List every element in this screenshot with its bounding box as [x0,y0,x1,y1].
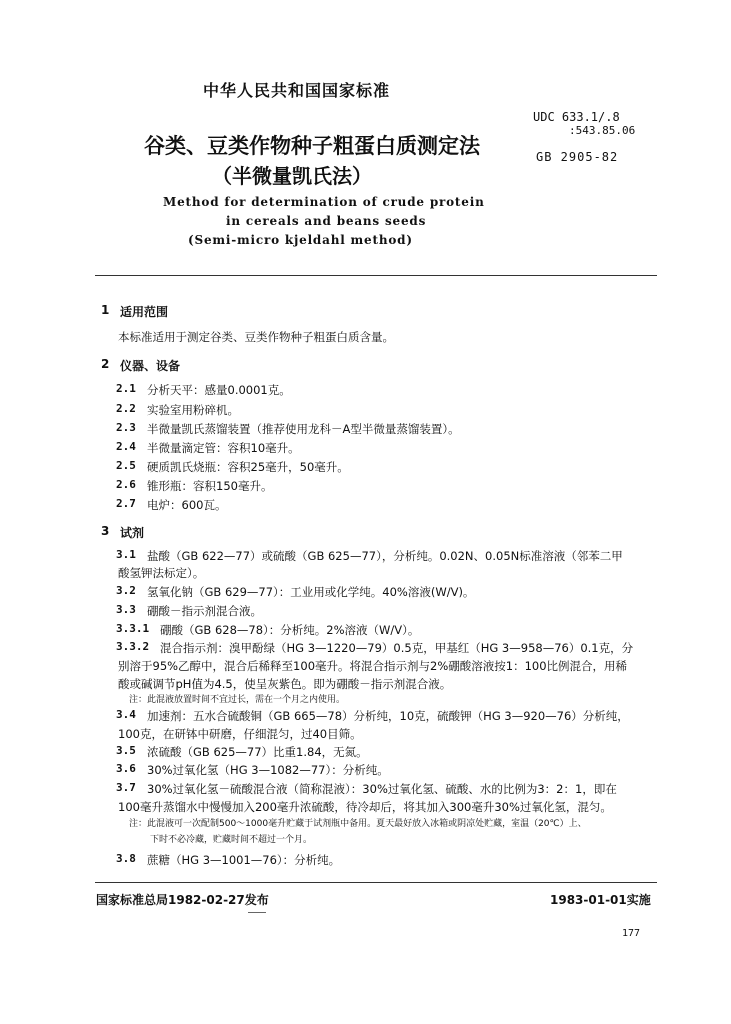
item-text-continued: 酸氢钾法标定）。 [118,566,205,580]
item-text-continued: 酸或碱调节pH值为4.5，使呈灰紫色。即为硼酸－指示剂混合液。 [118,677,452,691]
item-text: 半微量凯氏蒸馏装置（推荐使用龙科－A型半微量蒸馏装置）。 [147,422,460,436]
item-number: 2.7 [116,497,136,510]
item-text: 硼酸（GB 628—78）：分析纯。2%溶液（W/V）。 [160,623,420,637]
section-1-title: 适用范围 [120,305,169,319]
item-text: 实验室用粉碎机。 [147,403,239,417]
item-text: 半微量滴定管：容积10毫升。 [147,441,300,455]
item-text-continued: 100毫升蒸馏水中慢慢加入200毫升浓硫酸，待冷却后，将其加入300毫升30%过氧化氢，混匀。 [118,800,612,814]
item-text: 盐酸（GB 622—77）或硫酸（GB 625—77），分析纯。0.02N、0.05N标准溶液（邻苯二甲 [147,549,623,563]
section-3-title: 试剂 [120,526,145,540]
gb-standard-number: GB 2905-82 [536,150,619,164]
item-number: 3.2 [116,584,136,597]
item-text-continued: 别溶于95%乙醇中，混合后稀释至100毫升。将混合指示剂与2%硼酸溶液按1：100比例混合，用稀 [118,659,628,673]
item-number: 3.1 [116,548,136,561]
item-number: 3.7 [116,781,136,794]
section-2-title: 仪器、设备 [120,359,181,373]
page-number: 177 [622,928,641,939]
document-title-en-line1: Method for determination of crude protein [163,195,485,209]
item-text: 浓硫酸（GB 625—77）比重1.84，无氮。 [147,745,368,759]
item-number: 3.4 [116,708,136,721]
issued-by-date: 国家标准总局1982-02-27发布 [96,893,269,907]
item-number: 2.6 [116,478,136,491]
note-text: 注：此混液放置时间不宜过长，需在一个月之内使用。 [129,695,346,705]
item-text: 加速剂：五水合硫酸铜（GB 665—78）分析纯，10克，硫酸钾（HG 3—920—76）分析纯， [147,709,629,723]
item-text: 电炉：600瓦。 [147,498,227,512]
document-title-en-line2: in cereals and beans seeds [226,214,427,228]
item-text: 30%过氧化氢（HG 3—1082—77）：分析纯。 [147,763,389,777]
footer-divider [95,882,657,883]
item-number: 3.6 [116,762,136,775]
item-number: 3.3.1 [116,622,150,635]
item-text: 30%过氧化氢－硫酸混合液（简称混液）：30%过氧化氢、硫酸、水的比例为3：2：1，即在 [147,782,617,796]
section-1-text: 本标准适用于测定谷类、豆类作物种子粗蛋白质含量。 [118,330,394,344]
item-text: 蔗糖（HG 3—1001—76）：分析纯。 [147,853,341,867]
section-2-number: 2 [101,357,110,371]
effective-date: 1983-01-01实施 [550,893,651,907]
item-number: 2.3 [116,421,136,434]
udc-code-line1: UDC 633.1/.8 [533,110,620,124]
item-number: 3.3 [116,603,136,616]
udc-code-line2: :543.85.06 [569,124,636,137]
document-title-en-line3: (Semi-micro kjeldahl method) [188,233,413,247]
item-number: 3.8 [116,852,136,865]
document-title-zh: 谷类、豆类作物种子粗蛋白质测定法 [144,134,480,158]
item-text: 硬质凯氏烧瓶：容积25毫升，50毫升。 [147,460,349,474]
item-number: 2.2 [116,402,136,415]
section-3-number: 3 [101,524,110,538]
item-text: 混合指示剂：溴甲酚绿（HG 3—1220—79）0.5克，甲基红（HG 3—958—76）0.1克，分 [160,641,634,655]
item-number: 3.3.2 [116,640,150,653]
item-text: 分析天平：感量0.0001克。 [147,383,291,397]
footer-mark [248,912,266,913]
note-text-continued: 下时不必冷藏，贮藏时间不超过一个月。 [150,835,313,845]
document-subtitle-zh: （半微量凯氏法） [212,164,372,188]
item-text-continued: 100克，在研钵中研磨，仔细混匀，过40目筛。 [118,727,362,741]
standard-heading: 中华人民共和国国家标准 [203,81,391,100]
item-number: 2.4 [116,440,136,453]
header-divider [95,275,657,276]
item-number: 3.5 [116,744,136,757]
item-text: 氢氧化钠（GB 629—77）：工业用或化学纯。40%溶液(W/V)。 [147,585,475,599]
section-1-number: 1 [101,303,110,317]
item-number: 2.5 [116,459,136,472]
item-text: 硼酸－指示剂混合液。 [147,604,262,618]
item-number: 2.1 [116,382,136,395]
note-text: 注：此混液可一次配制500～1000毫升贮藏于试剂瓶中备用。夏天最好放入冰箱或阴凉处贮藏，室温（20℃）上、 [129,819,587,829]
item-text: 锥形瓶：容积150毫升。 [147,479,273,493]
